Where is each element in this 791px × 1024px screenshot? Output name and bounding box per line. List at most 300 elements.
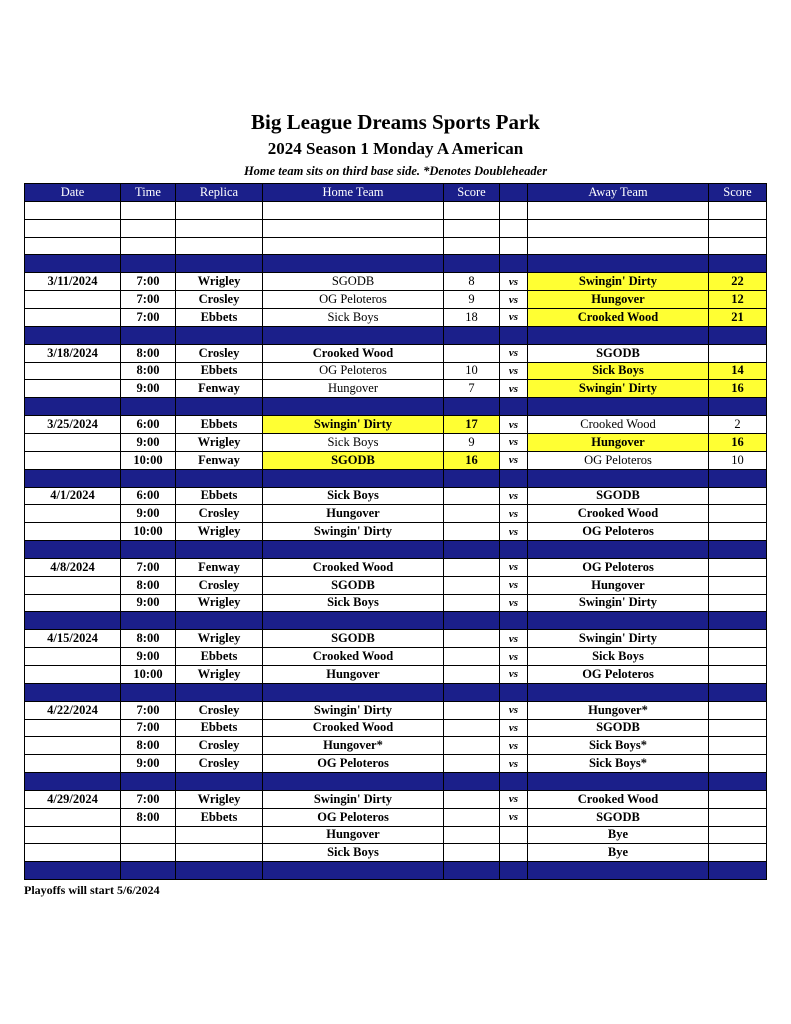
- away-team-cell: SGODB: [528, 344, 709, 362]
- separator-cell: [25, 255, 121, 273]
- separator-cell: [121, 469, 176, 487]
- vs-cell: vs: [500, 523, 528, 541]
- home-team-cell: [263, 202, 444, 220]
- time-cell: 6:00: [121, 487, 176, 505]
- separator-cell: [528, 255, 709, 273]
- replica-cell: Ebbets: [176, 719, 263, 737]
- date-cell: [25, 665, 121, 683]
- separator-row: [25, 862, 767, 880]
- vs-cell: vs: [500, 719, 528, 737]
- home-team-cell: Sick Boys: [263, 594, 444, 612]
- replica-cell: Wrigley: [176, 273, 263, 291]
- date-cell: 3/11/2024: [25, 273, 121, 291]
- away-team-cell: Hungover: [528, 576, 709, 594]
- time-cell: 10:00: [121, 451, 176, 469]
- table-row: [25, 826, 767, 844]
- away-score-cell: [709, 719, 767, 737]
- time-cell: 8:00: [121, 630, 176, 648]
- away-team-cell: Swingin' Dirty: [528, 273, 709, 291]
- vs-cell: [500, 219, 528, 237]
- home-team-cell: Swingin' Dirty: [263, 790, 444, 808]
- schedule-table: [24, 183, 767, 880]
- home-team-cell: OG Peloteros: [263, 362, 444, 380]
- column-header-away-score: Score: [709, 184, 767, 202]
- away-team-cell: Crooked Wood: [528, 505, 709, 523]
- away-team-cell: OG Peloteros: [528, 451, 709, 469]
- home-score-cell: [444, 505, 500, 523]
- away-score-cell: [709, 826, 767, 844]
- home-score-cell: 17: [444, 416, 500, 434]
- replica-cell: Wrigley: [176, 665, 263, 683]
- away-team-cell: SGODB: [528, 719, 709, 737]
- table-row: [25, 594, 767, 612]
- separator-cell: [25, 540, 121, 558]
- separator-cell: [263, 326, 444, 344]
- separator-cell: [528, 683, 709, 701]
- home-team-cell: Crooked Wood: [263, 648, 444, 666]
- separator-cell: [709, 683, 767, 701]
- away-team-cell: Crooked Wood: [528, 416, 709, 434]
- replica-cell: Ebbets: [176, 362, 263, 380]
- home-score-cell: [444, 844, 500, 862]
- home-team-cell: Swingin' Dirty: [263, 523, 444, 541]
- column-header-home-team: Home Team: [263, 184, 444, 202]
- time-cell: 7:00: [121, 719, 176, 737]
- separator-cell: [709, 540, 767, 558]
- home-team-cell: OG Peloteros: [263, 755, 444, 773]
- separator-cell: [176, 469, 263, 487]
- vs-cell: [500, 844, 528, 862]
- table-row: [25, 665, 767, 683]
- away-score-cell: [709, 844, 767, 862]
- separator-cell: [500, 540, 528, 558]
- home-score-cell: [444, 576, 500, 594]
- separator-row: [25, 326, 767, 344]
- home-score-cell: 18: [444, 308, 500, 326]
- away-score-cell: 16: [709, 380, 767, 398]
- table-row: [25, 844, 767, 862]
- column-header-away-team: Away Team: [528, 184, 709, 202]
- separator-cell: [121, 612, 176, 630]
- vs-cell: vs: [500, 433, 528, 451]
- time-cell: 7:00: [121, 790, 176, 808]
- separator-cell: [176, 772, 263, 790]
- vs-cell: vs: [500, 308, 528, 326]
- home-score-cell: [444, 701, 500, 719]
- home-team-cell: Hungover*: [263, 737, 444, 755]
- vs-cell: vs: [500, 701, 528, 719]
- table-row: [25, 380, 767, 398]
- away-score-cell: [709, 523, 767, 541]
- vs-cell: vs: [500, 344, 528, 362]
- time-cell: [121, 237, 176, 255]
- separator-cell: [176, 862, 263, 880]
- vs-cell: vs: [500, 487, 528, 505]
- time-cell: 8:00: [121, 362, 176, 380]
- separator-row: [25, 683, 767, 701]
- home-team-cell: Crooked Wood: [263, 558, 444, 576]
- replica-cell: Ebbets: [176, 308, 263, 326]
- away-team-cell: OG Peloteros: [528, 558, 709, 576]
- separator-cell: [263, 398, 444, 416]
- away-team-cell: Swingin' Dirty: [528, 380, 709, 398]
- separator-row: [25, 469, 767, 487]
- away-team-cell: Sick Boys*: [528, 755, 709, 773]
- time-cell: 7:00: [121, 558, 176, 576]
- replica-cell: [176, 844, 263, 862]
- away-score-cell: [709, 648, 767, 666]
- away-score-cell: [709, 219, 767, 237]
- home-score-cell: [444, 344, 500, 362]
- table-row: [25, 451, 767, 469]
- vs-cell: [500, 826, 528, 844]
- replica-cell: Fenway: [176, 558, 263, 576]
- column-header-date: Date: [25, 184, 121, 202]
- away-score-cell: [709, 344, 767, 362]
- table-row: [25, 523, 767, 541]
- separator-cell: [709, 862, 767, 880]
- away-score-cell: 14: [709, 362, 767, 380]
- time-cell: 7:00: [121, 273, 176, 291]
- time-cell: 8:00: [121, 808, 176, 826]
- away-team-cell: Sick Boys: [528, 362, 709, 380]
- date-cell: [25, 451, 121, 469]
- vs-cell: vs: [500, 505, 528, 523]
- separator-cell: [528, 862, 709, 880]
- home-team-cell: Hungover: [263, 380, 444, 398]
- replica-cell: [176, 237, 263, 255]
- home-team-cell: Hungover: [263, 665, 444, 683]
- home-team-cell: SGODB: [263, 630, 444, 648]
- date-cell: [25, 844, 121, 862]
- home-team-cell: Sick Boys: [263, 844, 444, 862]
- separator-cell: [176, 398, 263, 416]
- away-score-cell: [709, 237, 767, 255]
- separator-cell: [709, 612, 767, 630]
- separator-cell: [121, 540, 176, 558]
- date-cell: [25, 362, 121, 380]
- home-score-cell: [444, 755, 500, 773]
- table-row: [25, 237, 767, 255]
- home-team-cell: Sick Boys: [263, 308, 444, 326]
- date-cell: 4/22/2024: [25, 701, 121, 719]
- page-subtitle: 2024 Season 1 Monday A American: [267, 139, 524, 158]
- replica-cell: Wrigley: [176, 630, 263, 648]
- table-row: [25, 737, 767, 755]
- date-cell: [25, 594, 121, 612]
- separator-cell: [528, 326, 709, 344]
- separator-cell: [121, 398, 176, 416]
- replica-cell: [176, 202, 263, 220]
- separator-cell: [500, 326, 528, 344]
- vs-cell: vs: [500, 273, 528, 291]
- home-team-cell: Crooked Wood: [263, 344, 444, 362]
- vs-cell: vs: [500, 665, 528, 683]
- date-cell: [25, 648, 121, 666]
- separator-cell: [263, 862, 444, 880]
- page-title: Big League Dreams Sports Park: [251, 110, 540, 134]
- home-score-cell: [444, 237, 500, 255]
- away-team-cell: OG Peloteros: [528, 523, 709, 541]
- separator-cell: [25, 772, 121, 790]
- vs-cell: vs: [500, 808, 528, 826]
- time-cell: 9:00: [121, 755, 176, 773]
- away-score-cell: [709, 594, 767, 612]
- separator-cell: [709, 469, 767, 487]
- home-score-cell: 10: [444, 362, 500, 380]
- separator-cell: [121, 326, 176, 344]
- separator-cell: [444, 469, 500, 487]
- away-team-cell: Sick Boys: [528, 648, 709, 666]
- separator-cell: [528, 398, 709, 416]
- table-row: [25, 558, 767, 576]
- home-score-cell: [444, 487, 500, 505]
- away-score-cell: [709, 202, 767, 220]
- time-cell: 8:00: [121, 576, 176, 594]
- separator-cell: [500, 255, 528, 273]
- date-cell: 4/8/2024: [25, 558, 121, 576]
- table-row: [25, 790, 767, 808]
- separator-cell: [25, 469, 121, 487]
- away-team-cell: Hungover: [528, 291, 709, 309]
- home-score-cell: 16: [444, 451, 500, 469]
- separator-cell: [528, 540, 709, 558]
- away-score-cell: [709, 808, 767, 826]
- date-cell: 4/15/2024: [25, 630, 121, 648]
- date-cell: 4/1/2024: [25, 487, 121, 505]
- home-team-cell: Swingin' Dirty: [263, 416, 444, 434]
- separator-cell: [500, 862, 528, 880]
- away-team-cell: SGODB: [528, 487, 709, 505]
- time-cell: 7:00: [121, 701, 176, 719]
- separator-cell: [176, 612, 263, 630]
- replica-cell: Wrigley: [176, 523, 263, 541]
- separator-cell: [444, 326, 500, 344]
- away-team-cell: Bye: [528, 826, 709, 844]
- separator-cell: [25, 683, 121, 701]
- time-cell: 6:00: [121, 416, 176, 434]
- table-row: [25, 755, 767, 773]
- date-cell: [25, 523, 121, 541]
- replica-cell: Ebbets: [176, 648, 263, 666]
- separator-cell: [121, 683, 176, 701]
- away-team-cell: Crooked Wood: [528, 790, 709, 808]
- date-cell: [25, 719, 121, 737]
- replica-cell: Crosley: [176, 576, 263, 594]
- away-score-cell: 22: [709, 273, 767, 291]
- away-score-cell: 16: [709, 433, 767, 451]
- home-score-cell: 7: [444, 380, 500, 398]
- date-cell: [25, 380, 121, 398]
- table-row: [25, 808, 767, 826]
- away-team-cell: Sick Boys*: [528, 737, 709, 755]
- away-score-cell: [709, 665, 767, 683]
- replica-cell: Wrigley: [176, 433, 263, 451]
- playoffs-note: Playoffs will start 5/6/2024: [24, 883, 160, 897]
- separator-cell: [263, 255, 444, 273]
- away-team-cell: [528, 202, 709, 220]
- separator-cell: [176, 683, 263, 701]
- vs-cell: [500, 237, 528, 255]
- home-score-cell: [444, 790, 500, 808]
- replica-cell: Crosley: [176, 291, 263, 309]
- separator-cell: [444, 612, 500, 630]
- replica-cell: Crosley: [176, 737, 263, 755]
- separator-cell: [176, 255, 263, 273]
- separator-cell: [528, 469, 709, 487]
- date-cell: 4/29/2024: [25, 790, 121, 808]
- separator-cell: [25, 612, 121, 630]
- home-score-cell: 9: [444, 291, 500, 309]
- replica-cell: Crosley: [176, 755, 263, 773]
- vs-cell: vs: [500, 380, 528, 398]
- date-cell: [25, 202, 121, 220]
- vs-cell: vs: [500, 558, 528, 576]
- away-team-cell: SGODB: [528, 808, 709, 826]
- table-row: [25, 719, 767, 737]
- separator-cell: [25, 862, 121, 880]
- vs-cell: vs: [500, 755, 528, 773]
- time-cell: 9:00: [121, 433, 176, 451]
- column-header-time: Time: [121, 184, 176, 202]
- away-score-cell: [709, 630, 767, 648]
- vs-cell: vs: [500, 790, 528, 808]
- time-cell: 7:00: [121, 291, 176, 309]
- date-cell: 3/25/2024: [25, 416, 121, 434]
- date-cell: [25, 505, 121, 523]
- table-row: [25, 630, 767, 648]
- home-score-cell: [444, 808, 500, 826]
- away-team-cell: Swingin' Dirty: [528, 594, 709, 612]
- replica-cell: Wrigley: [176, 790, 263, 808]
- schedule-body: [25, 202, 767, 880]
- vs-cell: vs: [500, 737, 528, 755]
- away-score-cell: [709, 755, 767, 773]
- home-team-cell: OG Peloteros: [263, 291, 444, 309]
- date-cell: [25, 433, 121, 451]
- table-row: [25, 362, 767, 380]
- replica-cell: Ebbets: [176, 808, 263, 826]
- separator-cell: [263, 469, 444, 487]
- home-team-cell: Swingin' Dirty: [263, 701, 444, 719]
- time-cell: 9:00: [121, 505, 176, 523]
- home-team-cell: Sick Boys: [263, 487, 444, 505]
- column-header-vs: [500, 184, 528, 202]
- replica-cell: Ebbets: [176, 416, 263, 434]
- home-score-cell: [444, 594, 500, 612]
- away-team-cell: [528, 237, 709, 255]
- away-team-cell: Hungover: [528, 433, 709, 451]
- home-team-cell: Hungover: [263, 505, 444, 523]
- home-team-cell: [263, 219, 444, 237]
- home-score-cell: 9: [444, 433, 500, 451]
- away-team-cell: Swingin' Dirty: [528, 630, 709, 648]
- away-score-cell: 12: [709, 291, 767, 309]
- replica-cell: Wrigley: [176, 594, 263, 612]
- away-team-cell: Hungover*: [528, 701, 709, 719]
- separator-cell: [709, 398, 767, 416]
- column-header-replica: Replica: [176, 184, 263, 202]
- time-cell: 9:00: [121, 648, 176, 666]
- separator-cell: [444, 683, 500, 701]
- date-cell: [25, 808, 121, 826]
- separator-cell: [263, 683, 444, 701]
- vs-cell: vs: [500, 630, 528, 648]
- table-row: [25, 273, 767, 291]
- away-score-cell: [709, 505, 767, 523]
- separator-cell: [709, 772, 767, 790]
- vs-cell: vs: [500, 594, 528, 612]
- home-score-cell: 8: [444, 273, 500, 291]
- home-score-cell: [444, 523, 500, 541]
- replica-cell: Crosley: [176, 701, 263, 719]
- home-score-cell: [444, 737, 500, 755]
- separator-cell: [263, 540, 444, 558]
- away-team-cell: Bye: [528, 844, 709, 862]
- separator-cell: [444, 772, 500, 790]
- separator-cell: [500, 398, 528, 416]
- vs-cell: vs: [500, 416, 528, 434]
- separator-cell: [25, 398, 121, 416]
- home-team-cell: SGODB: [263, 576, 444, 594]
- time-cell: 10:00: [121, 665, 176, 683]
- date-cell: [25, 219, 121, 237]
- replica-cell: [176, 826, 263, 844]
- home-team-cell: Sick Boys: [263, 433, 444, 451]
- vs-cell: [500, 202, 528, 220]
- vs-cell: vs: [500, 451, 528, 469]
- home-team-cell: Hungover: [263, 826, 444, 844]
- away-score-cell: [709, 558, 767, 576]
- date-cell: [25, 737, 121, 755]
- home-score-cell: [444, 826, 500, 844]
- home-score-cell: [444, 648, 500, 666]
- away-score-cell: [709, 487, 767, 505]
- replica-cell: Ebbets: [176, 487, 263, 505]
- time-cell: [121, 844, 176, 862]
- away-team-cell: OG Peloteros: [528, 665, 709, 683]
- replica-cell: Fenway: [176, 451, 263, 469]
- table-row: [25, 487, 767, 505]
- away-team-cell: Crooked Wood: [528, 308, 709, 326]
- separator-row: [25, 540, 767, 558]
- date-cell: [25, 576, 121, 594]
- replica-cell: Crosley: [176, 505, 263, 523]
- time-cell: [121, 826, 176, 844]
- date-cell: [25, 755, 121, 773]
- date-cell: [25, 291, 121, 309]
- separator-cell: [500, 612, 528, 630]
- separator-cell: [176, 326, 263, 344]
- home-team-cell: Crooked Wood: [263, 719, 444, 737]
- away-score-cell: [709, 701, 767, 719]
- table-row: [25, 416, 767, 434]
- table-row: [25, 219, 767, 237]
- separator-cell: [121, 772, 176, 790]
- home-score-cell: [444, 719, 500, 737]
- separator-cell: [500, 772, 528, 790]
- date-cell: [25, 237, 121, 255]
- home-team-cell: SGODB: [263, 273, 444, 291]
- table-row: [25, 202, 767, 220]
- table-row: [25, 701, 767, 719]
- away-score-cell: 2: [709, 416, 767, 434]
- separator-cell: [121, 862, 176, 880]
- away-score-cell: [709, 790, 767, 808]
- separator-cell: [121, 255, 176, 273]
- separator-row: [25, 398, 767, 416]
- replica-cell: Fenway: [176, 380, 263, 398]
